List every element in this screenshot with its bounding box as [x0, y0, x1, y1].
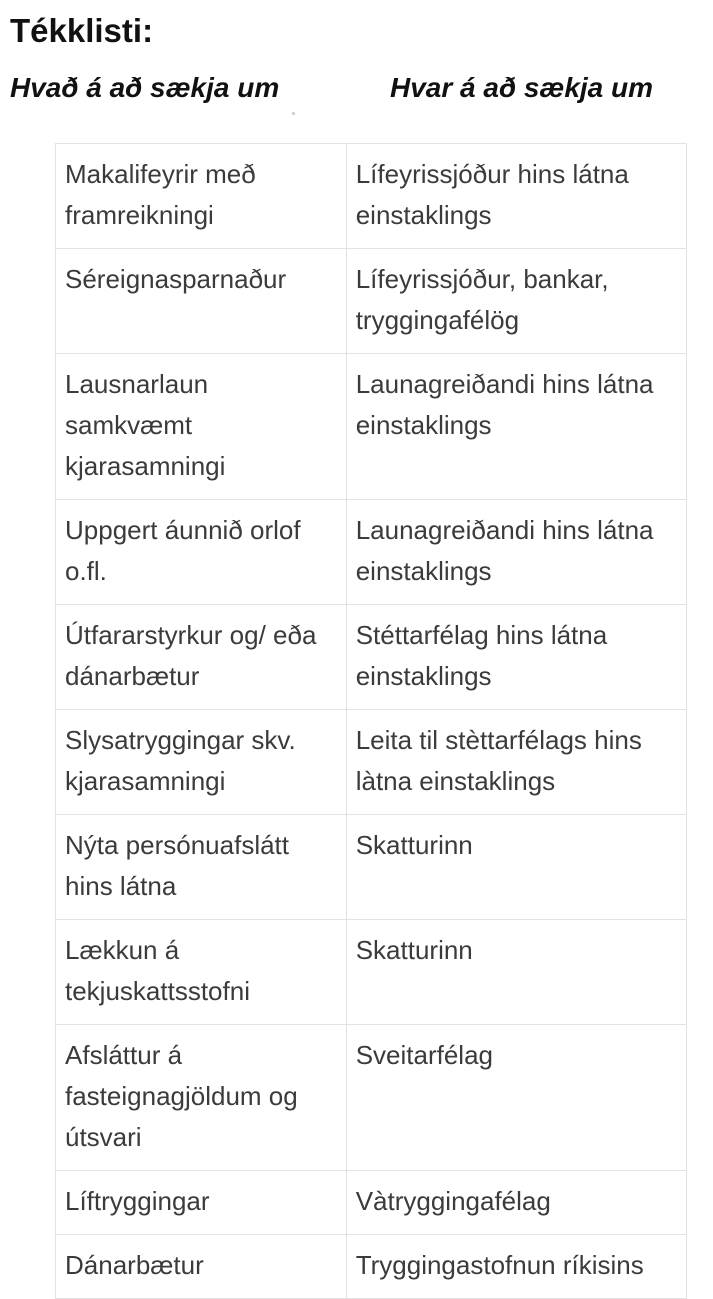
table-row [56, 144, 687, 249]
where-cell: Tryggingastofnun ríkisins [346, 1235, 686, 1299]
where-cell: Lífeyrissjóður, bankar, tryggingafélög [346, 249, 686, 354]
column-header-what: Hvað á að sækja um [10, 72, 280, 103]
what-cell: Slysatryggingar skv. kjarasamningi [56, 710, 347, 815]
table-row [56, 1025, 687, 1171]
where-cell: Sveitarfélag [346, 1025, 686, 1171]
decorative-dot [292, 112, 295, 115]
table-row [56, 500, 687, 605]
table-row [56, 605, 687, 710]
what-cell: Lækkun á tekjuskattsstofni [56, 920, 347, 1025]
where-cell: Launagreiðandi hins látna einstaklings [346, 354, 686, 500]
what-cell: Uppgert áunnið orlof o.fl. [56, 500, 347, 605]
what-cell: Séreignasparnaður [56, 249, 347, 354]
table-row [56, 1171, 687, 1235]
where-cell: Vàtryggingafélag [346, 1171, 686, 1235]
where-cell: Leita til stèttarfélags hins làtna einstaklings [346, 710, 686, 815]
what-cell: Afsláttur á fasteignagjöldum og útsvari [56, 1025, 347, 1171]
what-cell: Lausnarlaun samkvæmt kjarasamningi [56, 354, 347, 500]
where-cell: Skatturinn [346, 920, 686, 1025]
page-title: Tékklisti: [10, 12, 154, 49]
where-cell: Skatturinn [346, 815, 686, 920]
where-cell: Lífeyrissjóður hins látna einstaklings [346, 144, 686, 249]
table-row [56, 920, 687, 1025]
table-row [56, 354, 687, 500]
what-cell: Líftryggingar [56, 1171, 347, 1235]
checklist-table [55, 143, 687, 1299]
table-row [56, 815, 687, 920]
table-row [56, 710, 687, 815]
what-cell: Dánarbætur [56, 1235, 347, 1299]
what-cell: Makalifeyrir með framreikningi [56, 144, 347, 249]
table-row [56, 1235, 687, 1299]
what-cell: Útfararstyrkur og/ eða dánarbætur [56, 605, 347, 710]
table-row [56, 249, 687, 354]
column-header-where: Hvar á að sækja um [390, 72, 654, 103]
what-cell: Nýta persónuafslátt hins látna [56, 815, 347, 920]
where-cell: Stéttarfélag hins látna einstaklings [346, 605, 686, 710]
where-cell: Launagreiðandi hins látna einstaklings [346, 500, 686, 605]
